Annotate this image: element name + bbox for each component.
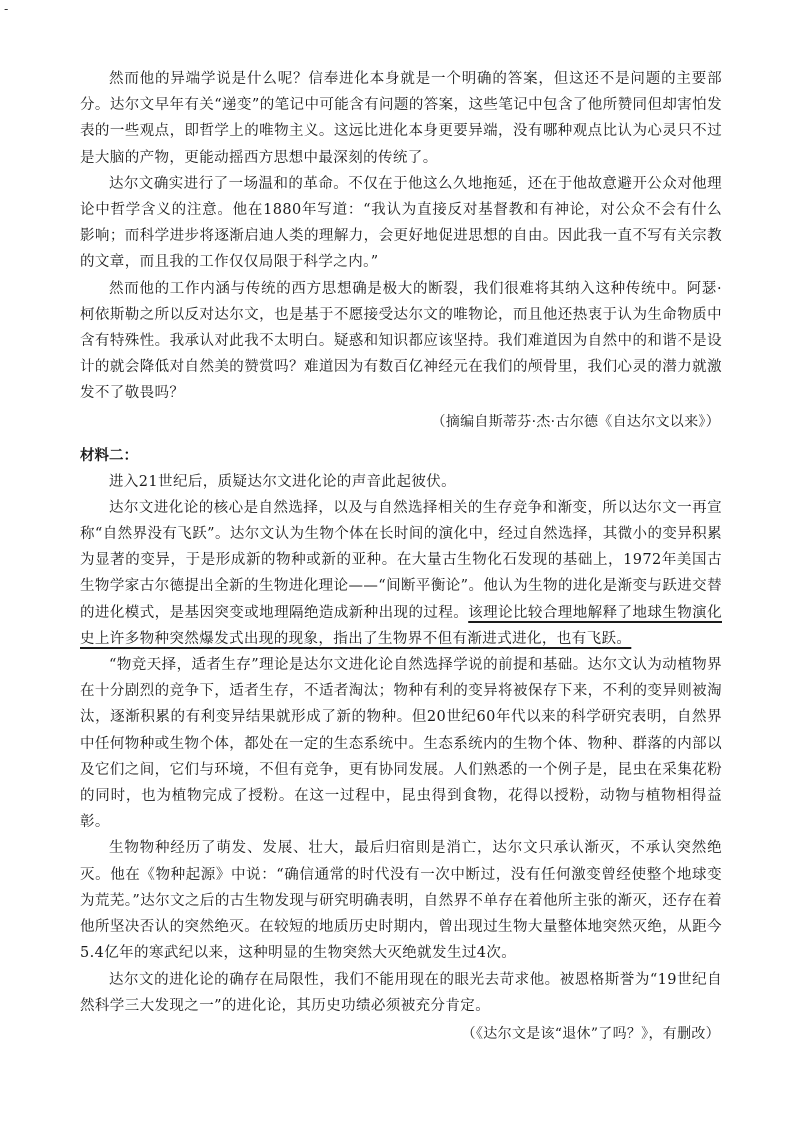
material-two [80, 443, 722, 1047]
material-two-heading: 材料二： [80, 447, 138, 464]
material-two-paragraph-4: 生物物种经历了萌发、发展、壮大，最后归宿則是消亡，达尔文只承认渐灭，不承认突然绝灭。他在《物种起源》中说：“确信通常的时代没有一次中断过，没有任何激变曾经使整个地球变为荒芜。”达尔文之后的古生物发现与研究明确表明，自然界不单存在着他所主张的渐灭，还存在着他所坚决否认的突然绝灭。在较短的地质历史时期内，曾出现过生物大量整体地突然灭绝，从距今5.4亿年的寒武纪以来，这种明显的生物突然大灭绝就发生过4次。 [80, 840, 722, 962]
underlined-sentence: 该理论比较合理地解释了地球生物演化史上许多物种突然爆发式出现的现象，指出了生物界不但有渐进式进化，也有飞跃。 [80, 604, 722, 647]
document-body [80, 66, 722, 1047]
corner-mark: - [4, 2, 9, 16]
material-two-paragraph-5: 达尔文的进化论的确存在局限性，我们不能用现在的眼光去苛求他。被恩格斯誉为“19世纪自然科学三大发现之一”的进化论，其历史功绩必须被充分肯定。 [80, 971, 722, 1014]
material-two-paragraph-2 [80, 495, 722, 652]
material-two-paragraph-2-text: 达尔文进化论的核心是自然选择，以及与自然选择相关的生存竞争和渐变，所以达尔文一再宣称“自然界没有飞跃”。达尔文认为生物个体在长时间的演化中，经过自然选择，其微小的变异积累为显著的变异，于是形成新的物种或新的亚种。在大量古生物化石发现的基础上，1972年美国古生物学家古尔德提出全新的生物进化理论——“间断平衡论”。他认为生物的进化是渐变与跃进交替的进化模式，是基因突变或地理隔绝造成新种出现的过程。 [80, 499, 722, 621]
material-one-paragraph-3: 然而他的工作内涵与传统的西方思想确是极大的断裂，我们很难将其纳入这种传统中。阿瑟·柯依斯勒之所以反对达尔文，也是基于不愿接受达尔文的唯物论，而且他还热衷于认为生命物质中含有特殊性。我承认对此我不太明白。疑惑和知识都应该坚持。我们难道因为自然中的和谐不是设计的就会降低对自然美的赞赏吗？难道因为有数百亿神经元在我们的颅骨里，我们心灵的潜力就激发不了敬畏吗？ [80, 280, 722, 402]
material-two-paragraph-1: 进入21世纪后，质疑达尔文进化论的声音此起彼伏。 [109, 473, 457, 490]
material-one-paragraph-2: 达尔文确实进行了一场温和的革命。不仅在于他这么久地拖延，还在于他故意避开公众对他理论中哲学含义的注意。他在1880年写道：“我认为直接反对基督教和有神论，对公众不会有什么影响；而科学进步将逐渐启迪人类的理解力，会更好地促进思想的自由。因此我一直不写有关宗教的文章，而且我的工作仅仅局限于科学之内。” [80, 175, 722, 271]
material-one-source: （摘编自斯蒂芬·杰·古尔德《自达尔文以来》） [431, 413, 720, 430]
material-one [80, 66, 722, 435]
material-two-source: （《达尔文是该“退休”了吗？》，有删改） [461, 1025, 720, 1042]
material-two-paragraph-3: “物竞天择，适者生存”理论是达尔文进化论自然选择学说的前提和基础。达尔文认为动植物界在十分剧烈的竞争下，适者生存，不适者淘汰；物种有利的变异将被保存下来，不利的变异则被淘汰，逐渐积累的有利变异结果就形成了新的物种。但20世纪60年代以来的科学研究表明，自然界中任何物种或生物个体，都处在一定的生态系统中。生态系统内的生物个体、物种、群落的内部以及它们之间，它们与环境，不但有竞争，更有协同发展。人们熟悉的一个例子是，昆虫在采集花粉的同时，也为植物完成了授粉。在这一过程中，昆虫得到食物，花得以授粉，动物与植物相得益彰。 [80, 657, 722, 831]
material-one-paragraph-1: 然而他的异端学说是什么呢？信奉进化本身就是一个明确的答案，但这还不是问题的主要部分。达尔文早年有关“递变”的笔记中可能含有问题的答案，这些笔记中包含了他所赞同但却害怕发表的一些观点，即哲学上的唯物主义。这远比进化本身更要异端，没有哪种观点比认为心灵只不过是大脑的产物，更能动摇西方思想中最深刻的传统了。 [80, 71, 722, 166]
